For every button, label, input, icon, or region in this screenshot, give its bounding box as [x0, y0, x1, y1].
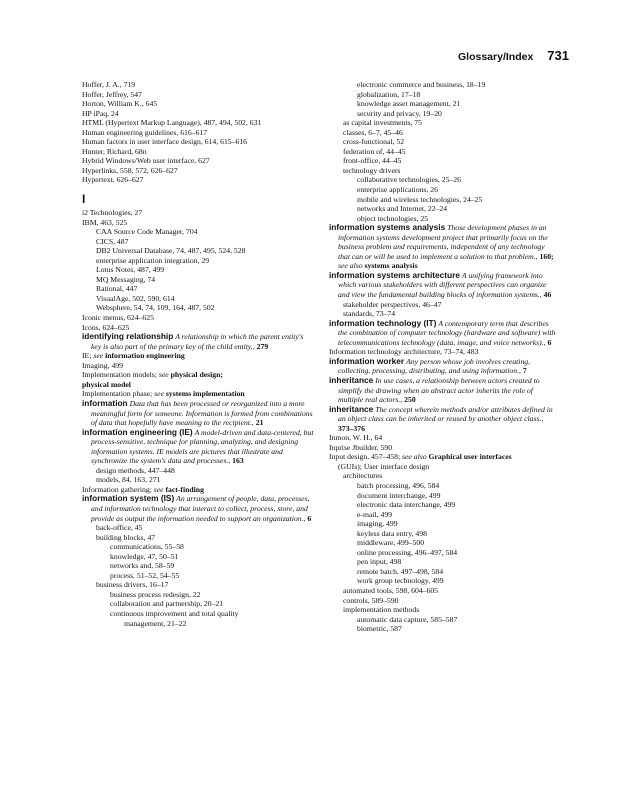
- entry-text: standards, 73–74: [343, 309, 396, 319]
- glossary-page: 6: [547, 337, 552, 347]
- index-entry: [82, 256, 314, 266]
- index-entry: [329, 99, 557, 109]
- see-reference-label: see: [154, 389, 164, 399]
- entry-text: Implementation models;: [82, 370, 157, 380]
- entry-text: technology drivers: [343, 165, 401, 175]
- index-entry: [82, 552, 314, 562]
- index-entry: [82, 109, 314, 119]
- entry-text: architectures: [343, 471, 383, 481]
- entry-text: Hyperlinks, 558, 572, 626–627: [82, 165, 178, 175]
- index-entry: [329, 471, 557, 481]
- glossary-page: 279: [256, 341, 269, 351]
- entry-text: implementation methods: [343, 605, 420, 615]
- glossary-definition: A model-driven and data-centered, but process-sensitive, technique for planning, analyzing, and designing information systems. IE models are pictures that illustrate and synchronize the system's data and processes.,: [91, 427, 314, 466]
- entry-text: Horton, William K., 645: [82, 99, 158, 109]
- index-entry: [329, 156, 557, 166]
- glossary-term: information worker: [329, 355, 405, 366]
- entry-text: networks and Internet, 22–24: [357, 204, 448, 214]
- entry-text: (GUIs); User interface design: [338, 461, 430, 471]
- index-entry: [82, 265, 314, 275]
- index-entry: [329, 596, 557, 606]
- glossary-page: 6: [307, 513, 312, 523]
- entry-text: HP iPaq, 24: [82, 108, 119, 118]
- entry-text: Lotus Notes, 487, 499: [96, 265, 165, 275]
- entry-text: Inmon, W. H., 64: [329, 433, 383, 443]
- entry-text: federation of, 44–45: [343, 146, 406, 156]
- see-reference-label: see: [158, 370, 169, 380]
- index-entry: [82, 237, 314, 247]
- entry-text: Information gathering;: [82, 484, 152, 494]
- entry-text: HTML (Hypertext Markup Language), 487, 494, 502, 631: [82, 118, 262, 128]
- entry-text: enterprise application integration, 29: [96, 255, 210, 265]
- index-entry: [329, 452, 557, 462]
- entry-text: continuous improvement and total quality: [110, 608, 239, 618]
- running-head: [458, 48, 569, 63]
- index-entry: [329, 300, 557, 310]
- see-reference-target: physical design;: [170, 370, 223, 380]
- glossary-definition: A relationship in which the parent entity's key is also part of the primary key of the child entity.,: [91, 332, 304, 351]
- index-entry: [329, 462, 557, 472]
- entry-text: as capital investments, 75: [343, 118, 422, 128]
- entry-text: classes, 6–7, 45–46: [343, 127, 403, 137]
- glossary-entry: [82, 399, 314, 428]
- index-entry: [82, 466, 314, 476]
- glossary-definition: Those development phases in an information systems development project that primarily focus on the business problem and requirements, independent of any technology that can or will be used to implement a solution to that problem.,: [338, 223, 548, 261]
- index-entry: [329, 510, 557, 520]
- entry-text: models, 84, 163, 271: [96, 475, 161, 485]
- index-entry: [329, 481, 557, 491]
- entry-text: management, 21–22: [124, 618, 187, 628]
- glossary-entry: [329, 319, 557, 348]
- glossary-term: information technology (IT): [329, 317, 437, 328]
- glossary-entry: [329, 376, 557, 405]
- glossary-entry: [82, 332, 314, 351]
- entry-text: mobile and wireless technologies, 24–25: [357, 194, 483, 204]
- index-entry: [82, 523, 314, 533]
- glossary-entry: [82, 494, 314, 523]
- glossary-entry: [329, 357, 557, 376]
- glossary-definition: A contemporary term that describes the combination of computer technology (hardware and software) with telecommunications technology (data, image, and voice networks).,: [338, 318, 556, 347]
- index-entry: [329, 586, 557, 596]
- section-letter-heading: I: [82, 192, 86, 207]
- entry-text: collaboration and partnership, 20–21: [110, 599, 224, 609]
- entry-text: automatic data capture, 585–587: [357, 614, 458, 624]
- index-entry: [82, 284, 314, 294]
- entry-text: front-office, 44–45: [343, 156, 402, 166]
- entry-text: DB2 Universal Database, 74, 487, 495, 524, 528: [96, 246, 246, 256]
- glossary-entry: [82, 428, 314, 466]
- entry-text: object technologies, 25: [357, 213, 429, 223]
- entry-text: stakeholder perspectives, 46–47: [343, 299, 442, 309]
- glossary-page: 7: [522, 366, 527, 376]
- index-entry: [82, 609, 314, 619]
- index-entry: [329, 615, 557, 625]
- glossary-entry: [329, 223, 557, 271]
- index-entry: [329, 175, 557, 185]
- index-entry: [82, 128, 314, 138]
- entry-text: Implementation phase;: [82, 389, 153, 399]
- glossary-term: inheritance: [329, 403, 374, 414]
- glossary-page: 160;: [539, 251, 554, 261]
- index-entry: [82, 380, 314, 390]
- index-entry: [329, 128, 557, 138]
- glossary-term: information systems analysis: [329, 222, 446, 233]
- index-entry: [82, 137, 314, 147]
- index-entry: [82, 208, 314, 218]
- index-entry: [329, 147, 557, 157]
- entry-text: i2 Technologies, 27: [82, 208, 143, 218]
- index-entry: [82, 475, 314, 485]
- index-entry: [329, 500, 557, 510]
- glossary-term: information engineering (IE): [82, 426, 193, 437]
- see-reference-target: systems analysis: [364, 261, 418, 271]
- index-entry: [82, 80, 314, 90]
- index-entry: [329, 567, 557, 577]
- entry-text: physical model: [82, 379, 131, 389]
- index-entry: [329, 185, 557, 195]
- entry-text: batch processing, 496, 584: [357, 480, 440, 490]
- entry-text: IE;: [82, 351, 92, 361]
- see-reference-label: see: [93, 351, 104, 361]
- entry-text: Hoffer, Jeffrey, 547: [82, 89, 142, 99]
- entry-text: Information technology architecture, 73–74, 483: [329, 347, 479, 357]
- entry-text: pen input, 498: [357, 557, 402, 567]
- entry-text: security and privacy, 19–20: [357, 108, 442, 118]
- see-reference-target: information engineering: [105, 351, 185, 361]
- entry-text: imaging, 499: [357, 519, 398, 529]
- index-entry: [329, 548, 557, 558]
- index-entry: [329, 538, 557, 548]
- index-entry: [329, 519, 557, 529]
- index-entry: [329, 109, 557, 119]
- entry-text: automated tools, 598, 604–605: [343, 585, 439, 595]
- entry-text: Rational, 447: [96, 284, 138, 294]
- entry-text: CAA Source Code Manager, 704: [96, 227, 198, 237]
- entry-text: Imaging, 499: [82, 360, 123, 370]
- entry-text: Hunter, Richard, 68n: [82, 146, 147, 156]
- entry-text: communications, 55–58: [110, 542, 184, 552]
- index-entry: [82, 561, 314, 571]
- index-entry: [82, 218, 314, 228]
- entry-text: building blocks, 47: [96, 532, 156, 542]
- entry-text: Hoffer, J. A., 719: [82, 80, 136, 89]
- entry-text: electronic data interchange, 499: [357, 500, 456, 510]
- glossary-definition: The concept wherein methods and/or attributes defined in an object class can be inherited or reused by another object class.,: [338, 404, 553, 424]
- entry-text: Websphere, 54, 74, 109, 164, 487, 502: [96, 303, 215, 313]
- glossary-definition: Data that has been processed or reorganized into a more meaningful form for someone. Information is formed from combinations of data that hopefully have meaning to the recipient.,: [91, 398, 313, 428]
- index-entry: [82, 370, 314, 380]
- entry-text: business drivers, 16–17: [96, 580, 169, 590]
- glossary-page: 250: [404, 395, 416, 405]
- entry-text: document interchange, 499: [357, 490, 441, 500]
- entry-text: Hypertext, 626–627: [82, 175, 144, 185]
- index-entry: [82, 313, 314, 323]
- index-entry: [82, 166, 314, 176]
- glossary-term: information system (IS): [82, 493, 175, 504]
- index-entry: [329, 576, 557, 586]
- glossary-definition: Any person whose job involves creating, collecting, processing, distributing, and using information.,: [338, 356, 531, 376]
- glossary-term: inheritance: [329, 374, 374, 385]
- entry-text: remote batch, 497–498, 584: [357, 566, 444, 576]
- entry-text: biometric, 587: [357, 624, 402, 634]
- entry-text: CICS, 487: [96, 236, 129, 246]
- index-entry: [329, 137, 557, 147]
- entry-text: keyless data entry, 498: [357, 528, 427, 538]
- index-entry: [329, 433, 557, 443]
- entry-text: collaborative technologies, 25–26: [357, 175, 461, 185]
- index-entry: [82, 590, 314, 600]
- see-reference-label: see also: [402, 452, 427, 462]
- index-entry: [329, 90, 557, 100]
- entry-text: Hybrid Windows/Web user interface, 627: [82, 156, 210, 166]
- glossary-page: 373–376: [338, 423, 365, 433]
- entry-text: process, 51–52, 54–55: [110, 570, 180, 580]
- entry-text: work group technology, 499: [357, 576, 444, 586]
- glossary-entry: [329, 271, 557, 300]
- entry-text: business process redesign, 22: [110, 589, 201, 599]
- entry-text: middleware, 499–500: [357, 538, 425, 548]
- entry-text: cross-functional, 52: [343, 137, 405, 147]
- glossary-term: identifying relationship: [82, 331, 174, 342]
- entry-text: Human factors in user interface design, 614, 615–616: [82, 137, 248, 147]
- glossary-term: information: [82, 397, 128, 408]
- entry-text: design methods, 447–448: [96, 465, 175, 475]
- index-entry: [329, 118, 557, 128]
- index-entry: [329, 529, 557, 539]
- glossary-definition: A unifying framework into which various stakeholders with different perspectives can organize and view the fundamental building blocks of information systems.,: [338, 270, 547, 300]
- glossary-page: 46: [543, 290, 552, 300]
- index-entry: [329, 624, 557, 634]
- entry-text: VisualAge, 502, 590, 614: [96, 293, 175, 303]
- index-entry: [329, 443, 557, 453]
- entry-text: Human engineering guidelines, 616–617: [82, 127, 208, 137]
- entry-text: IBM, 463, 525: [82, 217, 128, 227]
- index-entry: [82, 294, 314, 304]
- see-reference-label: see also: [338, 261, 363, 271]
- see-reference-label: see: [153, 484, 164, 494]
- index-entry: [82, 580, 314, 590]
- index-entry: [82, 599, 314, 609]
- index-column-left: [82, 80, 314, 628]
- running-head-title: Glossary/Index: [458, 51, 534, 63]
- entry-text: knowledge, 47, 50–51: [110, 551, 179, 561]
- index-entry: [82, 542, 314, 552]
- index-entry: [82, 351, 314, 361]
- index-entry: [82, 99, 314, 109]
- entry-text: globalization, 17–18: [357, 89, 421, 99]
- index-entry: [82, 175, 314, 185]
- page-number: 731: [547, 48, 569, 63]
- glossary-term: information systems architecture: [329, 269, 460, 280]
- entry-text: e-mail, 499: [357, 509, 393, 519]
- index-entry: [329, 491, 557, 501]
- glossary-page: 163: [232, 456, 244, 466]
- index-entry: [82, 571, 314, 581]
- entry-text: controls, 589–590: [343, 595, 399, 605]
- index-entry: [82, 147, 314, 157]
- entry-text: Inprise Jbuilder, 590: [329, 442, 393, 452]
- index-entry: [82, 361, 314, 371]
- entry-text: Input design, 457–458;: [329, 452, 401, 462]
- entry-text: Iconic menus, 624–625: [82, 313, 154, 323]
- index-column-right: [329, 80, 557, 634]
- see-reference-target: systems implementation: [165, 389, 245, 399]
- index-entry: [329, 80, 557, 90]
- index-entry: [329, 195, 557, 205]
- index-entry: [82, 156, 314, 166]
- index-entry: [82, 275, 314, 285]
- glossary-definition: In use cases, a relationship between actors created to simplify the drawing when an abstract actor inherits the role of multiple real actors.,: [338, 375, 540, 405]
- index-entry: [82, 227, 314, 237]
- see-reference-target: fact-finding: [165, 484, 204, 494]
- entry-text: electronic commerce and business, 18–19: [357, 80, 486, 89]
- index-entry: [82, 246, 314, 256]
- index-entry: [82, 533, 314, 543]
- glossary-entry: [329, 405, 557, 434]
- glossary-definition: An arrangement of people, data, processes, and information technology that interact to collect, process, store, and provide as output the information needed to support an organization.,: [91, 494, 310, 523]
- entry-text: MQ Messaging, 74: [96, 274, 156, 284]
- index-entry: [329, 605, 557, 615]
- index-entry: [82, 90, 314, 100]
- glossary-page: 21: [255, 418, 264, 428]
- index-entry: [82, 619, 314, 629]
- see-reference-target: Graphical user interfaces: [428, 452, 512, 462]
- entry-text: enterprise applications, 26: [357, 185, 438, 195]
- entry-text: back-office, 45: [96, 523, 143, 533]
- index-entry: [329, 557, 557, 567]
- index-entry: [82, 118, 314, 128]
- entry-text: online processing, 496–497, 584: [357, 547, 458, 557]
- entry-text: networks and, 58–59: [110, 561, 175, 571]
- index-entry: [82, 303, 314, 313]
- index-entry: [329, 204, 557, 214]
- entry-text: Icons, 624–625: [82, 322, 130, 332]
- index-entry: [329, 166, 557, 176]
- entry-text: knowledge asset management, 21: [357, 99, 461, 109]
